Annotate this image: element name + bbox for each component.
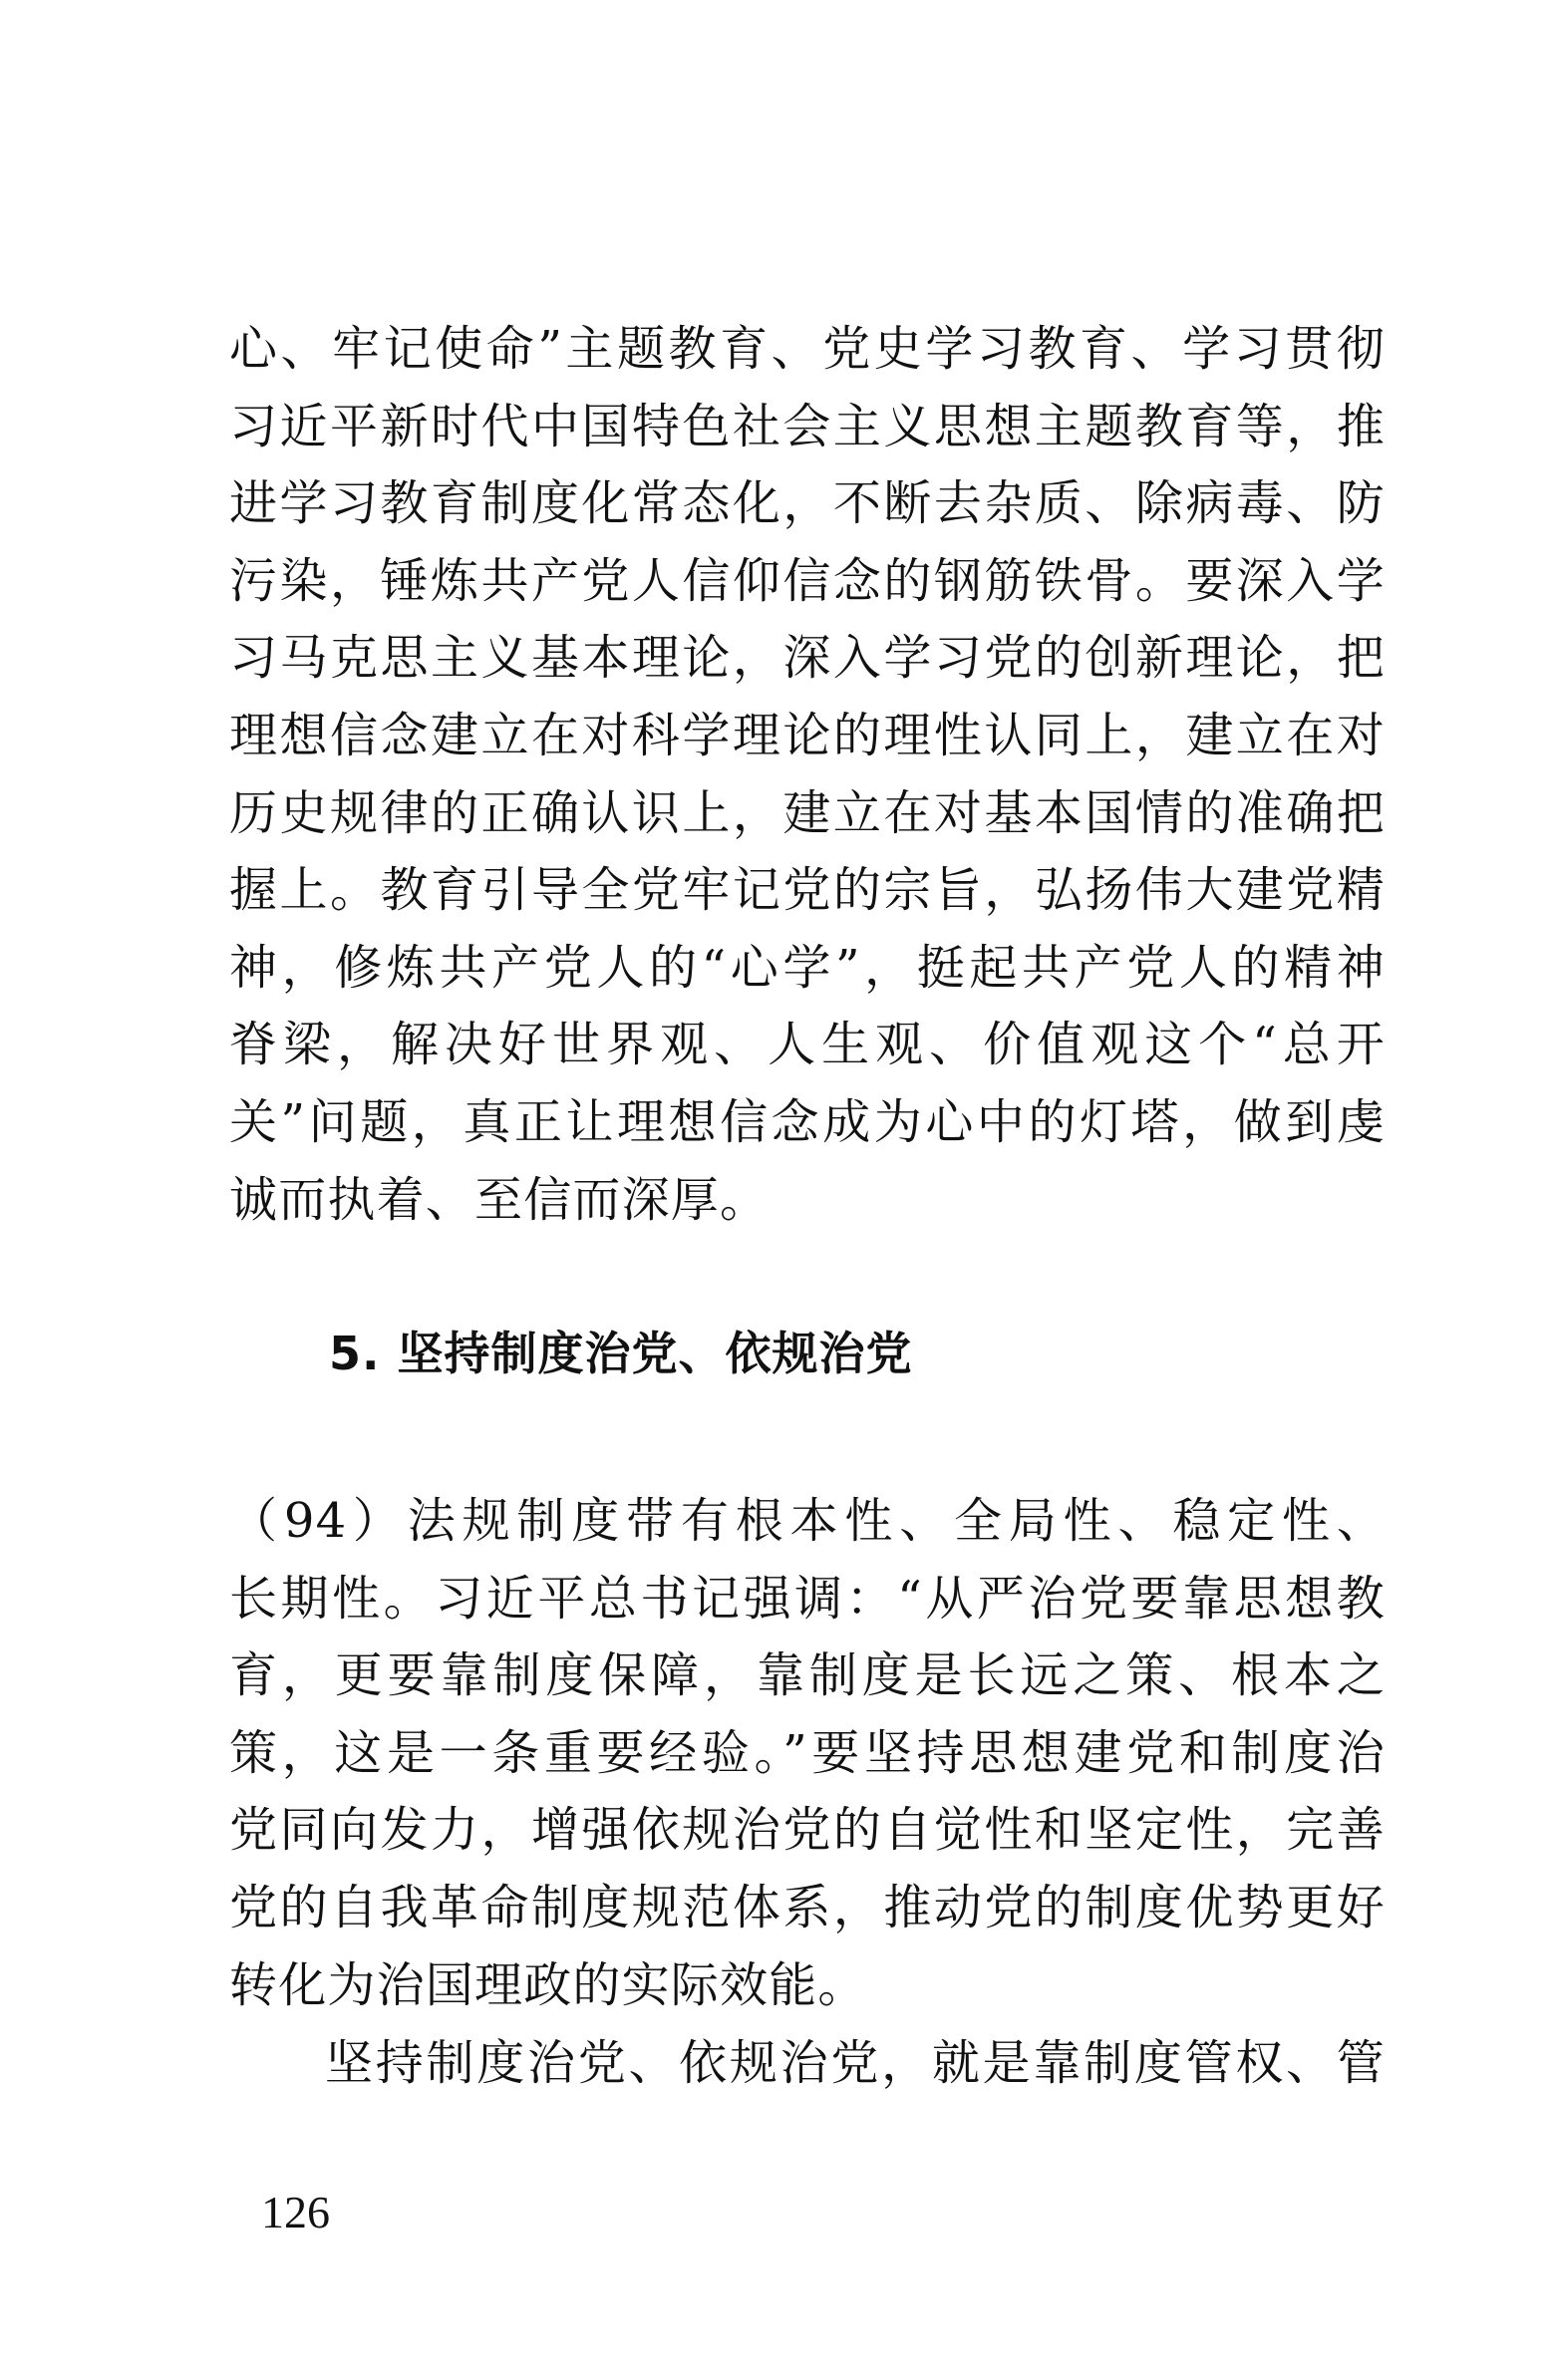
text-line: 神，修炼共产党人的“心学”，挺起共产党人的精神: [229, 939, 1386, 996]
paragraph-institutional-governance: [229, 2025, 1386, 2103]
text-line: 诚而执着、至信而深厚。: [229, 1171, 770, 1228]
text-line: 习马克思主义基本理论，深入学习党的创新理论，把: [229, 630, 1386, 687]
text-line: 策，这是一条重要经验。”要坚持思想建党和制度治: [229, 1724, 1386, 1781]
text-line: 转化为治国理政的实际效能。: [229, 1956, 867, 2013]
text-line: 理想信念建立在对科学理论的理性认同上，建立在对: [229, 707, 1386, 763]
text-line: 污染，锤炼共产党人信仰信念的钢筋铁骨。要深入学: [229, 552, 1386, 609]
text-line: 坚持制度治党、依规治党，就是靠制度管权、管: [325, 2035, 1386, 2091]
text-line: 党的自我革命制度规范体系，推动党的制度优势更好: [229, 1879, 1386, 1935]
text-line: 历史规律的正确认识上，建立在对基本国情的准确把: [229, 784, 1386, 841]
page-number: 126: [261, 2187, 330, 2237]
text-line: 握上。教育引导全党牢记党的宗旨，弘扬伟大建党精: [229, 862, 1386, 919]
section-heading: 5. 坚持制度治党、依规治党: [329, 1327, 913, 1380]
text-line: 习近平新时代中国特色社会主义思想主题教育等，推: [229, 398, 1386, 454]
text-line: 脊梁，解决好世界观、人生观、价值观这个“总开: [229, 1017, 1386, 1073]
paragraph-theory-education: [229, 311, 1386, 1239]
text-line: 关”问题，真正让理想信念成为心中的灯塔，做到虔: [229, 1093, 1386, 1150]
text-line: 进学习教育制度化常态化，不断去杂质、除病毒、防: [229, 475, 1386, 532]
text-line: 党同向发力，增强依规治党的自觉性和坚定性，完善: [229, 1802, 1386, 1859]
text-line: 心、牢记使命”主题教育、党史学习教育、学习贯彻: [229, 321, 1386, 377]
paragraph-regulations: [229, 1483, 1386, 2024]
text-line: 长期性。习近平总书记强调：“从严治党要靠思想教: [229, 1570, 1386, 1627]
text-line: 育，更要靠制度保障，靠制度是长远之策、根本之: [229, 1647, 1386, 1704]
text-line: （94）法规制度带有根本性、全局性、稳定性、: [229, 1493, 1386, 1549]
